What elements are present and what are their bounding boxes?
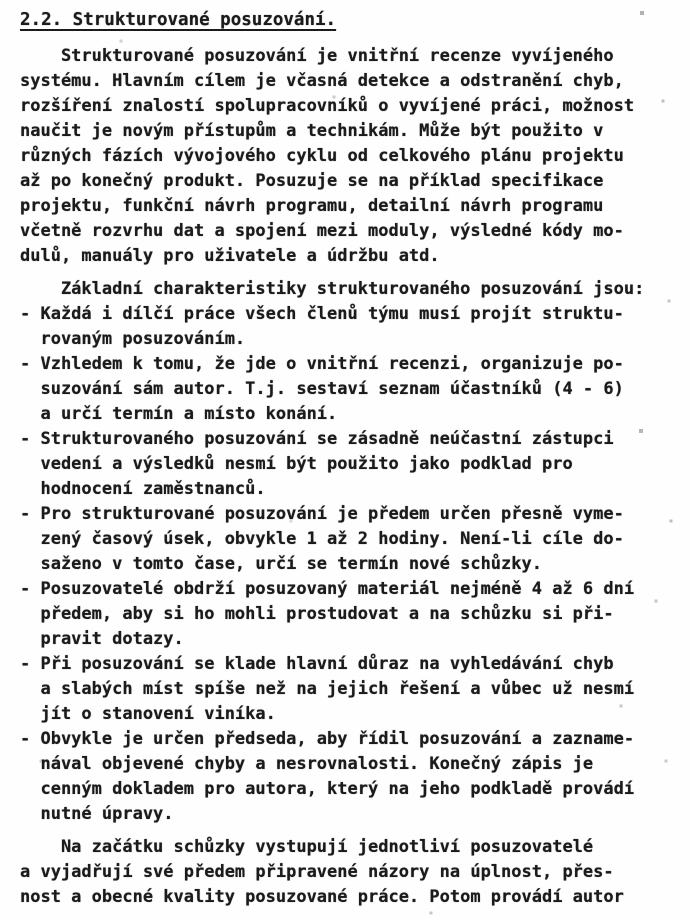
text-line: - Posuzovatelé obdrží posuzovaný materiál nejméně 4 až 6 dní	[20, 579, 635, 599]
text-line: naučit je novým přístupům a technikám. Může být použito v	[20, 121, 604, 141]
text-line: - Každá i dílčí práce všech členů týmu musí projít struktu-	[20, 304, 624, 324]
text-line: - Obvykle je určen předseda, aby řídil posuzování a zazname-	[20, 729, 635, 749]
text-line: - Strukturovaného posuzování se zásadně neúčastní zástupci	[20, 429, 614, 449]
list-item	[20, 427, 672, 502]
list-item	[20, 502, 672, 577]
list-item	[20, 352, 672, 427]
text-line: a vyjadřují své předem připravené názory na úplnost, přes-	[20, 862, 614, 882]
text-line: rozšíření znalostí spolupracovníků o vyvíjené práci, možnost	[20, 96, 635, 116]
text-line: - Vzhledem k tomu, že jde o vnitřní recenzi, organizuje po-	[20, 354, 624, 374]
scan-noise	[0, 0, 2, 2]
text-line: saženo v tomto čase, určí se termín nové schůzky.	[20, 554, 542, 574]
text-line: nutné úpravy.	[20, 804, 174, 824]
text-line: hodnocení zaměstnanců.	[20, 479, 266, 499]
text-line: a slabých míst spíše než na jejich řešení a vůbec už nesmí	[20, 679, 635, 699]
list-item	[20, 302, 672, 352]
text-line: rovaným posuzováním.	[20, 329, 246, 349]
text-line: - Při posuzování se klade hlavní důraz na vyhledávání chyb	[20, 654, 614, 674]
list-item	[20, 577, 672, 652]
text-line: nával objevené chyby a nesrovnalosti. Konečný zápis je	[20, 754, 594, 774]
paragraph-meeting	[20, 835, 672, 910]
text-line: suzování sám autor. T.j. sestaví seznam účastníků (4 - 6)	[20, 379, 624, 399]
text-line: a určí termín a místo konání.	[20, 404, 338, 424]
text-line: projektu, funkční návrh programu, detailní návrh programu	[20, 196, 604, 216]
text-line: vedení a výsledků nesmí být použito jako podklad pro	[20, 454, 573, 474]
text-line: pravit dotazy.	[20, 629, 184, 649]
text-line: Na začátku schůzky vystupují jednotliví posuzovatelé	[20, 837, 594, 857]
list-item	[20, 652, 672, 727]
text-line: Strukturované posuzování je vnitřní recenze vyvíjeného	[20, 46, 614, 66]
text-line: systému. Hlavním cílem je včasná detekce a odstranění chyb,	[20, 71, 624, 91]
paragraph-introduction	[20, 44, 672, 269]
text-line: předem, aby si ho mohli prostudovat a na schůzku si při-	[20, 604, 614, 624]
text-line: - Pro strukturované posuzování je předem určen přesně vyme-	[20, 504, 624, 524]
text-line: nost a obecné kvality posuzované práce. Potom provádí autor	[20, 887, 624, 907]
text-line: jít o stanovení viníka.	[20, 704, 276, 724]
text-line: až po konečný produkt. Posuzuje se na příklad specifikace	[20, 171, 604, 191]
text-line: různých fázích vývojového cyklu od celkového plánu projektu	[20, 146, 624, 166]
text-line: cenným dokladem pro autora, který na jeho podkladě provádí	[20, 779, 635, 799]
text-line: včetně rozvrhu dat a spojení mezi moduly, výsledné kódy mo-	[20, 221, 624, 241]
list-intro-line: Základní charakteristiky strukturovaného posuzování jsou:	[20, 279, 645, 299]
text-line: dulů, manuály pro uživatele a údržbu atd.	[20, 246, 440, 266]
text-line: zený časový úsek, obvykle 1 až 2 hodiny. Není-li cíle do-	[20, 529, 624, 549]
paragraph-characteristics	[20, 277, 672, 827]
list-item	[20, 727, 672, 827]
section-heading: 2.2. Strukturované posuzování.	[20, 10, 337, 30]
